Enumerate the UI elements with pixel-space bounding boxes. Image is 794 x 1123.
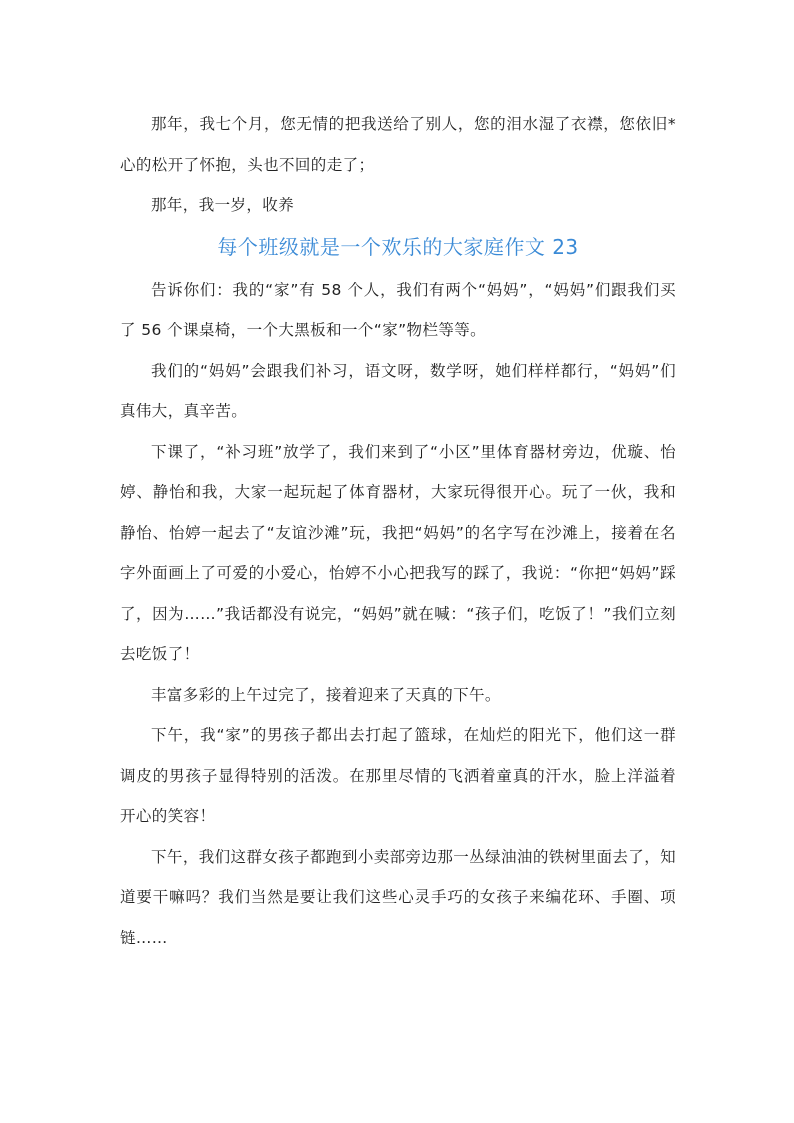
paragraph: 下课了，“补习班”放学了，我们来到了“小区”里体育器材旁边，优璇、怡婷、静怡和我，大家一起玩起了体育器材，大家玩得很开心。玩了一伙，我和静怡、怡婷一起去了“友谊沙滩”玩，我把“妈妈”的名字写在沙滩上，接着在名字外面画上了可爱的小爱心，怡婷不小心把我写的踩了，我说：“你把“妈妈”踩了，因为……”我话都没有说完，“妈妈”就在喊：“孩子们，吃饭了！”我们立刻去吃饭了！: [120, 442, 676, 663]
paragraph: 那年，我一岁，收养: [151, 196, 295, 214]
document-page: [120, 104, 676, 958]
paragraph: 下午，我们这群女孩子都跑到小卖部旁边那一丛绿油油的铁树里面去了，知道要干嘛吗？我们当然是要让我们这些心灵手巧的女孩子来编花环、手圈、项链……: [120, 847, 676, 947]
paragraph: 下午，我“家”的男孩子都出去打起了篮球，在灿烂的阳光下，他们这一群调皮的男孩子显得特别的活泼。在那里尽情的飞洒着童真的汗水，脸上洋溢着开心的笑容！: [120, 726, 676, 825]
paragraph: 告诉你们：我的“家”有 58 个人，我们有两个“妈妈”，“妈妈”们跟我们买了 56 个课桌椅，一个大黑板和一个“家”物栏等等。: [120, 280, 676, 339]
paragraph: 那年，我七个月，您无情的把我送给了别人，您的泪水湿了衣襟，您依旧*心的松开了怀抱，头也不回的走了；: [120, 115, 676, 174]
paragraph: 我们的“妈妈”会跟我们补习，语文呀，数学呀，她们样样都行，“妈妈”们真伟大，真辛苦。: [120, 361, 676, 420]
essay-title: 每个班级就是一个欢乐的大家庭作文 23: [217, 234, 579, 259]
paragraph: 丰富多彩的上午过完了，接着迎来了天真的下午。: [151, 685, 501, 704]
